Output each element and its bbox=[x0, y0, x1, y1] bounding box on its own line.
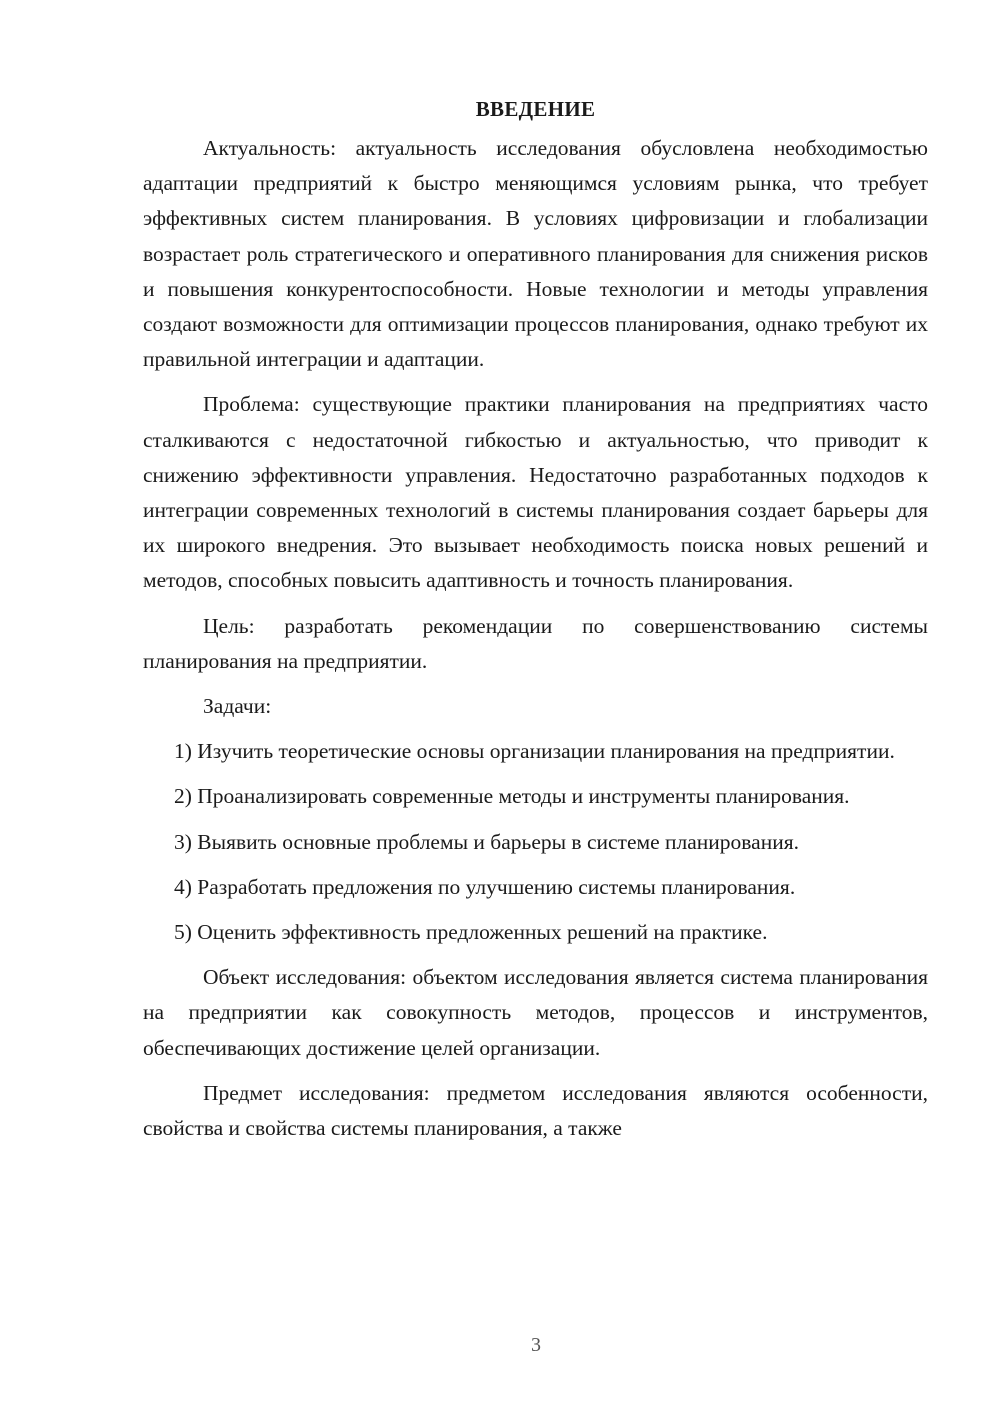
task-item-3: 3) Выявить основные проблемы и барьеры в системе планирования. bbox=[174, 829, 799, 854]
task-item-5: 5) Оценить эффективность предложенных решений на практике. bbox=[174, 920, 768, 945]
paragraph-problem: Проблема: существующие практики планирования на предприятиях часто сталкиваются с недостаточной гибкостью и актуальностью, что приводит к снижению эффективности управления. Недостаточно разработанных подходов к интеграции современных технологий в системы планирования создает барьеры для их широкого внедрения. Это вызывает необходимость поиска новых решений и методов, способных повысить адаптивность и точность планирования. bbox=[143, 392, 928, 593]
page-content bbox=[143, 92, 928, 1156]
section-heading: ВВЕДЕНИЕ bbox=[475, 97, 596, 121]
tasks-label: Задачи: bbox=[203, 694, 272, 719]
paragraph-subject: Предмет исследования: предметом исследования являются особенности, свойства и свойства системы планирования, а также bbox=[143, 1080, 928, 1141]
paragraph-object: Объект исследования: объектом исследования является система планирования на предприятии как совокупность методов, процессов и инструментов, обеспечивающих достижение целей организации. bbox=[143, 965, 928, 1060]
paragraph-goal: Цель: разработать рекомендации по совершенствованию системы планирования на предприятии. bbox=[143, 613, 928, 673]
paragraph-relevance: Актуальность: актуальность исследования обусловлена необходимостью адаптации предприятий к быстро меняющимся условиям рынка, что требует эффективных систем планирования. В условиях цифровизации и глобализации возрастает роль стратегического и оперативного планирования для снижения рисков и повышения конкурентоспособности. Новые технологии и методы управления создают возможности для оптимизации процессов планирования, однако требуют их правильной интеграции и адаптации. bbox=[143, 136, 928, 372]
task-item-1: 1) Изучить теоретические основы организации планирования на предприятии. bbox=[174, 739, 895, 764]
task-item-2: 2) Проанализировать современные методы и инструменты планирования. bbox=[174, 784, 850, 809]
page-number: 3 bbox=[531, 1334, 541, 1356]
task-item-4: 4) Разработать предложения по улучшению системы планирования. bbox=[174, 874, 796, 899]
